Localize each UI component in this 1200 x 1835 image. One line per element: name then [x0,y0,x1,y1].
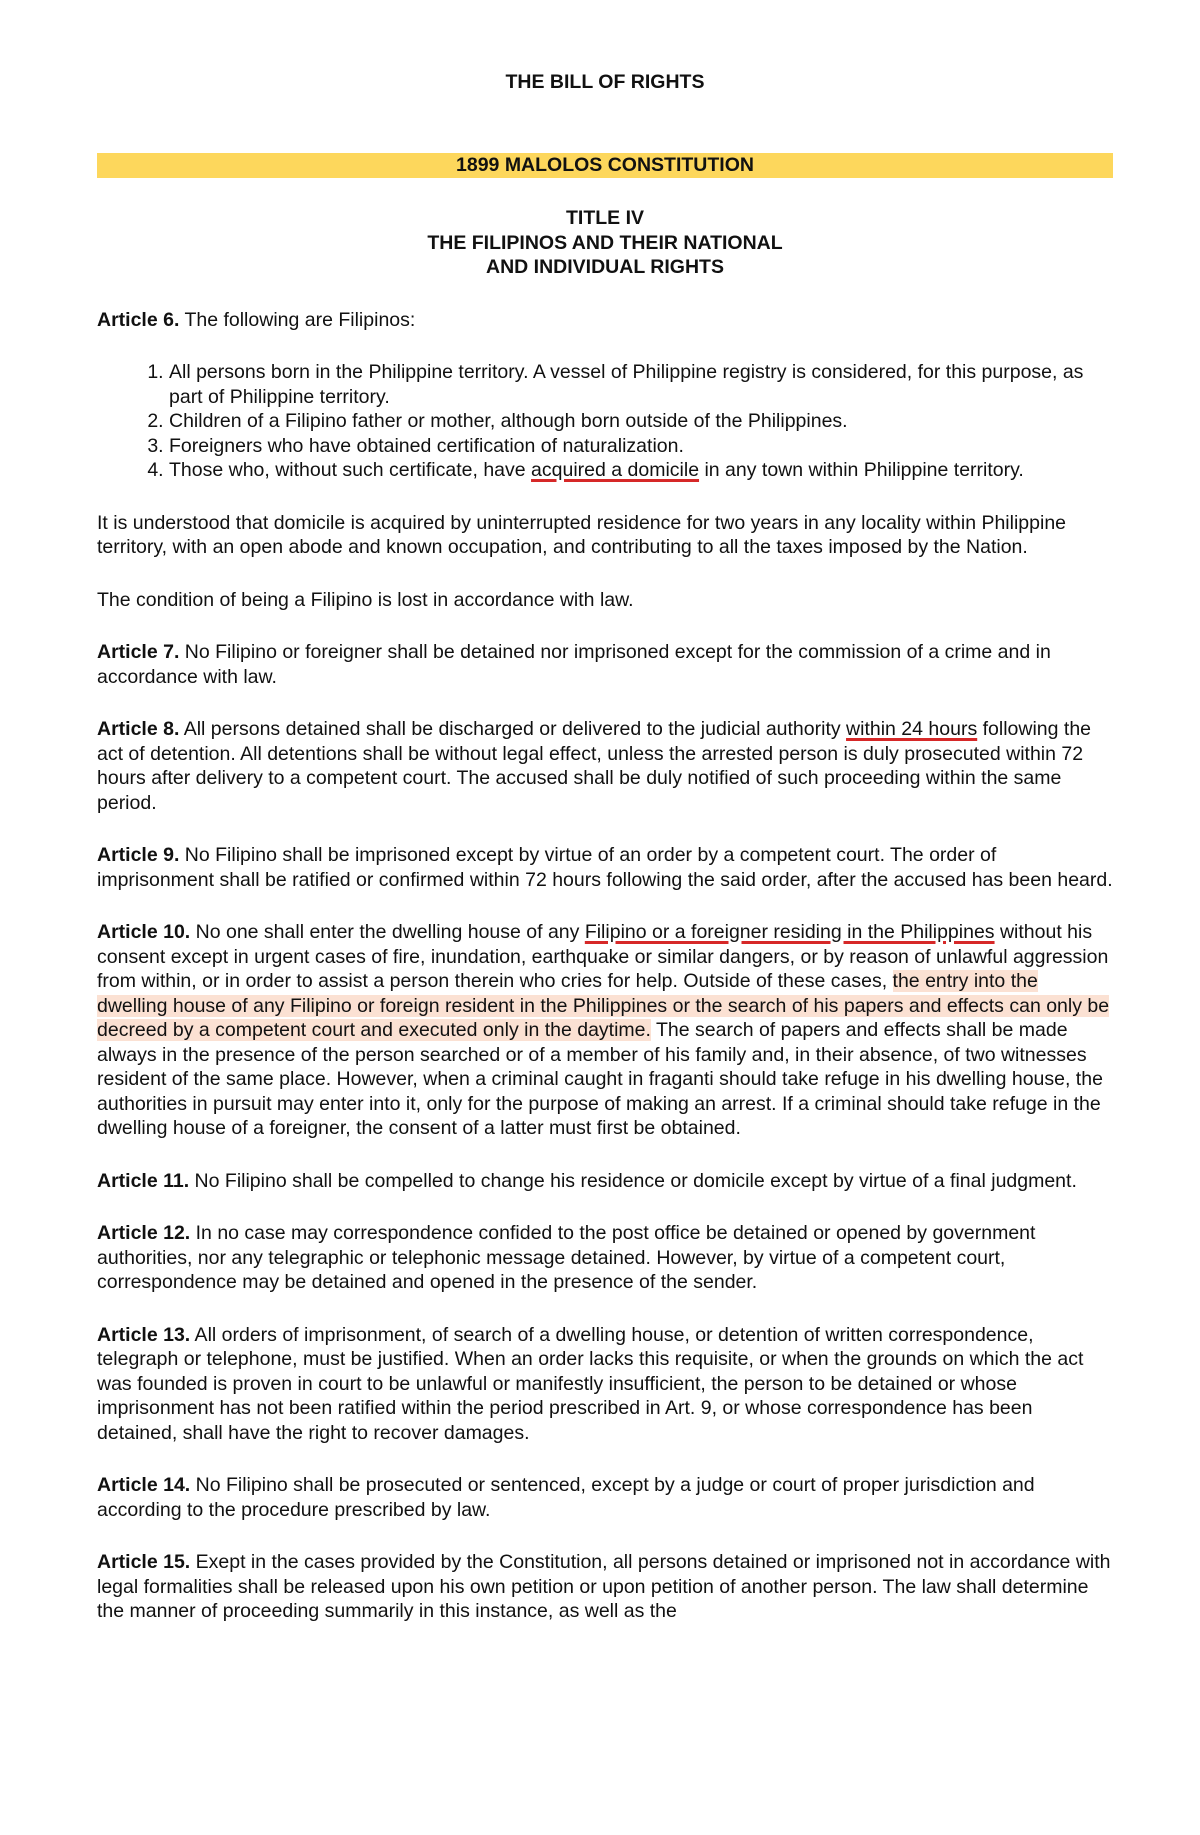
domicile-note: It is understood that domicile is acquired by uninterrupted residence for two years in any locality within Philippine territory, with an open abode and known occupation, and contributing to all the taxes imposed by the Nation. [97,511,1067,558]
article-text: The following are Filipinos: [179,308,416,331]
article-13 [97,1323,1113,1446]
article-text: In no case may correspondence confided to the post office be detained or opened by government authorities, nor any telegraphic or telephonic message detained. However, by virtue of a competent court, correspondence may be detained and opened in the presence of the sender. [97,1222,1036,1293]
article-label: Article 10. [97,921,191,943]
title-heading [97,206,1113,280]
article-15 [97,1550,1113,1624]
underlined-phrase: within 24 hours [846,718,978,740]
section-banner: 1899 MALOLOS CONSTITUTION [97,153,1113,178]
article-label: Article 11. [97,1169,190,1192]
list-item: 4. Those who, without such certificate, have acquired a domicile in any town within Philippine territory. [169,458,1113,483]
filipinos-list [97,360,1113,483]
article-label: Article 7. [97,641,180,663]
list-item: 2. Children of a Filipino father or mother, although born outside of the Philippines. [169,409,1113,434]
article-7 [97,640,1113,689]
article-label: Article 9. [97,844,180,866]
article-text: No Filipino shall be compelled to change his residence or domicile except by virtue of a final judgment. [189,1169,1077,1192]
article-6 [97,308,1113,333]
article-label: Article 15. [97,1551,191,1573]
list-item: 3. Foreigners who have obtained certification of naturalization. [169,434,1113,459]
article-text: No Filipino shall be imprisoned except by virtue of an order by a competent court. The order of imprisonment shall be ratified or confirmed within 72 hours following the said order, after the accused has been heard. [97,844,1113,891]
underlined-phrase: Filipino or a foreigner residing in the Philippines [584,921,995,943]
article-label: Article 13. [97,1323,191,1346]
article-8: Article 8. All persons detained shall be discharged or delivered to the judicial authority within 24 hours following the act of detention. All detentions shall be without legal effect, unless the arrested person is duly prosecuted within 72 hours after delivery to a competent court. The accused shall be duly notified of such proceeding within the same period. [97,718,1092,814]
article-11 [97,1169,1113,1194]
article-label: Article 12. [97,1222,191,1244]
article-label: Article 14. [97,1474,191,1496]
citizenship-lost-note: The condition of being a Filipino is lost in accordance with law. [97,588,634,611]
article-label: Article 6. [97,308,180,331]
document-body [97,70,1113,1624]
article-12 [97,1221,1113,1295]
underlined-phrase: acquired a domicile [531,459,700,481]
title-line-1: TITLE IV [566,207,644,229]
article-text: No Filipino shall be prosecuted or sentenced, except by a judge or court of proper jurisdiction and according to the procedure prescribed by law. [97,1474,1035,1521]
article-text: No Filipino or foreigner shall be detained nor imprisoned except for the commission of a crime and in accordance with law. [97,641,1051,688]
article-label: Article 8. [97,718,180,740]
article-text: Exept in the cases provided by the Constitution, all persons detained or imprisoned not in accordance with legal formalities shall be released upon his own petition or upon petition of another person. The law shall determine the manner of proceeding summarily in this instance, as well as the [97,1551,1111,1622]
highlighted-passage: the entry into the dwelling house of any Filipino or foreign resident in the Philippines or the search of his papers and effects can only be decreed by a competent court and executed only in the daytime. [97,970,1110,1041]
title-line-3: AND INDIVIDUAL RIGHTS [486,256,724,278]
article-10: Article 10. No one shall enter the dwelling house of any Filipino or a foreigner residing in the Philippines without his consent except in urgent cases of fire, inundation, earthquake or similar dangers, or by reason of unlawful aggression from within, or in order to assist a person therein who cries for help. Outside of these cases, the entry into the dwelling house of any Filipino or foreign resident in the Philippines or the search of his papers and effects can only be decreed by a competent court and executed only in the daytime. The search of papers and effects shall be made always in the presence of the person searched or of a member of his family and, in their absence, of two witnesses resident of the same place. However, when a criminal caught in fraganti should take refuge in his dwelling house, the authorities in pursuit may enter into it, only for the purpose of making an arrest. If a criminal should take refuge in the dwelling house of a foreigner, the consent of a latter must first be obtained. [97,921,1110,1139]
title-line-2: THE FILIPINOS AND THEIR NATIONAL [427,231,783,254]
document-title: THE BILL OF RIGHTS [505,71,705,93]
article-text: All orders of imprisonment, of search of a dwelling house, or detention of written correspondence, telegraph or telephone, must be justified. When an order lacks this requisite, or when the grounds on which the act was founded is proven in court to be unlawful or manifestly insufficient, the person to be detained or whose imprisonment has not been ratified within the period prescribed in Art. 9, or whose correspondence has been detained, shall have the right to recover damages. [97,1323,1084,1444]
list-item: 1. All persons born in the Philippine territory. A vessel of Philippine registry is considered, for this purpose, as part of Philippine territory. [169,360,1113,409]
article-14 [97,1473,1113,1522]
article-9 [97,843,1113,892]
